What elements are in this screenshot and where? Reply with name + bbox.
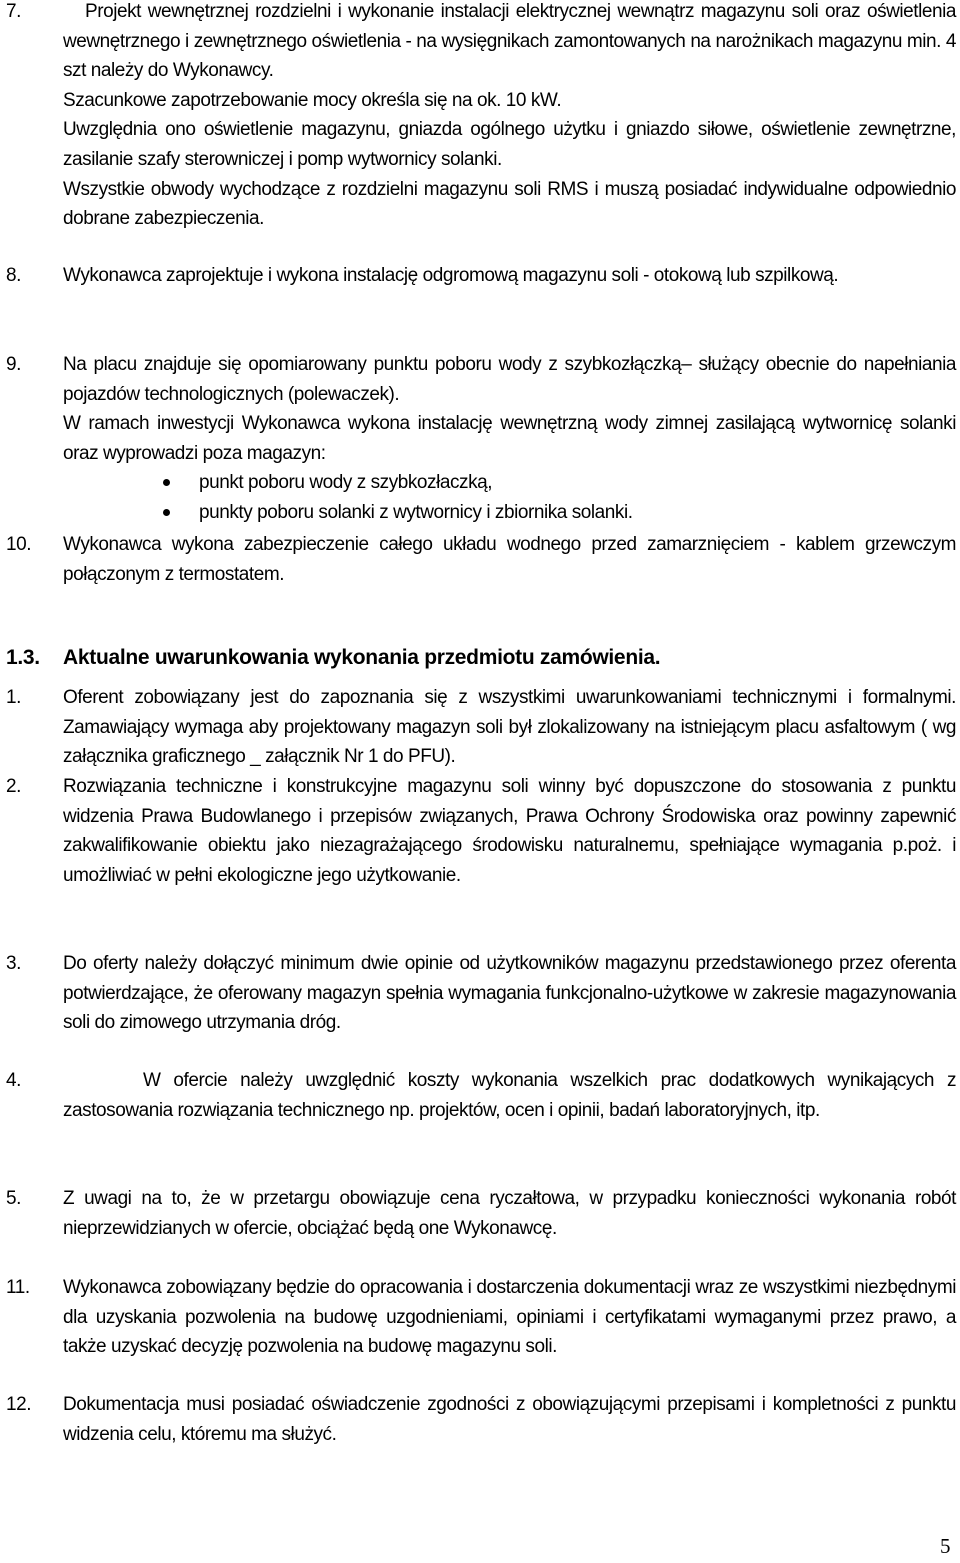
list-number: 5.	[6, 1188, 21, 1209]
condition-item-11	[6, 1273, 956, 1362]
paragraph: Z uwagi na to, że w przetargu obowiązuje cena ryczałtowa, w przypadku konieczności wykonania robót nieprzewidzianych w ofercie, obciążać będą one Wykonawcę.	[63, 1188, 956, 1239]
condition-item-3	[6, 949, 956, 1038]
list-item-7	[6, 0, 956, 234]
condition-item-2	[6, 772, 956, 890]
paragraph: W ramach inwestycji Wykonawca wykona instalację wewnętrzną wody zimnej zasilającą wytwornicę solanki oraz wyprowadzi poza magazyn:	[63, 413, 956, 464]
list-number: 9.	[6, 354, 21, 375]
paragraph: Do oferty należy dołączyć minimum dwie opinie od użytkowników magazynu przedstawionego przez oferenta potwierdzające, że oferowany magazyn spełnia wymagania funkcjonalno-użytkowe w zakresie magazynowania soli do zimowego utrzymania dróg.	[63, 953, 956, 1034]
paragraph: Projekt wewnętrznej rozdzielni i wykonanie instalacji elektrycznej wewnątrz magazynu soli oraz oświetlenia wewnętrznego i zewnętrznego oświetlenia - na wysięgnikach zamontowanych na narożnikach magazynu min. 4 szt należy do Wykonawcy.	[63, 1, 956, 82]
list-number: 4.	[6, 1070, 21, 1091]
list-number: 3.	[6, 953, 21, 974]
list-item-9	[6, 350, 956, 528]
paragraph: Szacunkowe zapotrzebowanie mocy określa się na ok. 10 kW.	[63, 89, 562, 111]
list-number: 10.	[6, 534, 32, 555]
bullet-list	[63, 468, 956, 527]
list-number: 8.	[6, 265, 21, 286]
paragraph: Dokumentacja musi posiadać oświadczenie zgodności z obowiązującymi przepisami i kompletności z punktu widzenia celu, któremu ma służyć.	[63, 1394, 956, 1445]
condition-item-4	[6, 1066, 956, 1125]
bullet-item	[63, 468, 956, 498]
paragraph: Na placu znajduje się opomiarowany punktu poboru wody z szybkozłączką– służący obecnie do napełniania pojazdów technologicznych (polewaczek).	[63, 354, 956, 405]
list-number: 12.	[6, 1394, 32, 1415]
bullet-icon	[163, 479, 170, 486]
list-number: 7.	[6, 1, 21, 22]
paragraph: Wykonawca zobowiązany będzie do opracowania i dostarczenia dokumentacji wraz ze wszystkimi niezbędnymi dla uzyskania pozwolenia na budowę uzgodnieniami, opiniami i certyfikatami wymaganymi przez prawo, a także uzyskać decyzję pozwolenia na budowę magazynu soli.	[63, 1277, 956, 1358]
paragraph: Rozwiązania techniczne i konstrukcyjne magazynu soli winny być dopuszczone do stosowania z punktu widzenia Prawa Budowlanego i przepisów związanych, Prawa Ochrony Środowiska oraz powinny zapewnić zakwalifikowanie obiektu jako niezagrażającego środowisku naturalnemu, spełniające wymagania p.poż. i umożliwiać w pełni ekologiczne jego użytkowanie.	[63, 776, 956, 886]
bullet-item	[63, 498, 956, 528]
paragraph: Wykonawca zaprojektuje i wykona instalację odgromową magazynu soli - otokową lub szpilkową.	[63, 265, 839, 286]
list-number: 1.	[6, 687, 21, 708]
paragraph: W ofercie należy uwzględnić koszty wykonania wszelkich prac dodatkowych wynikających z zastosowania rozwiązania technicznego np. projektów, ocen i opinii, badań laboratoryjnych, itp.	[63, 1070, 956, 1121]
bullet-icon	[163, 509, 170, 516]
paragraph: Uwzględnia ono oświetlenie magazynu, gniazda ogólnego użytku i gniazdo siłowe, oświetlenie zewnętrzne, zasilanie szafy sterowniczej i pomp wytwornicy solanki.	[63, 119, 956, 170]
bullet-text: punkt poboru wody z szybkozłaczką,	[199, 472, 493, 494]
paragraph: Wszystkie obwody wychodzące z rozdzielni magazynu soli RMS i muszą posiadać indywidualne odpowiednio dobrane zabezpieczenia.	[63, 178, 956, 230]
list-number: 2.	[6, 776, 21, 797]
paragraph: Wykonawca wykona zabezpieczenie całego układu wodnego przed zamarznięciem - kablem grzewczym połączonym z termostatem.	[63, 534, 956, 585]
condition-item-1	[6, 683, 956, 772]
list-item-8	[6, 261, 956, 291]
section-title: Aktualne uwarunkowania wykonania przedmiotu zamówienia.	[63, 646, 661, 669]
condition-item-12	[6, 1390, 956, 1449]
bullet-text: punkty poboru solanki z wytwornicy i zbiornika solanki.	[199, 501, 633, 523]
list-number: 11.	[6, 1277, 30, 1298]
list-item-10	[6, 530, 956, 589]
condition-item-5	[6, 1184, 956, 1243]
paragraph: Oferent zobowiązany jest do zapoznania się z wszystkimi uwarunkowaniami technicznymi i formalnymi. Zamawiający wymaga aby projektowany magazyn soli był zlokalizowany na istniejącym placu asfaltowym ( wg załącznika graficznego _ załącznik Nr 1 do PFU).	[63, 687, 956, 768]
page-number: 5	[940, 1534, 951, 1558]
section-number: 1.3.	[6, 646, 40, 669]
